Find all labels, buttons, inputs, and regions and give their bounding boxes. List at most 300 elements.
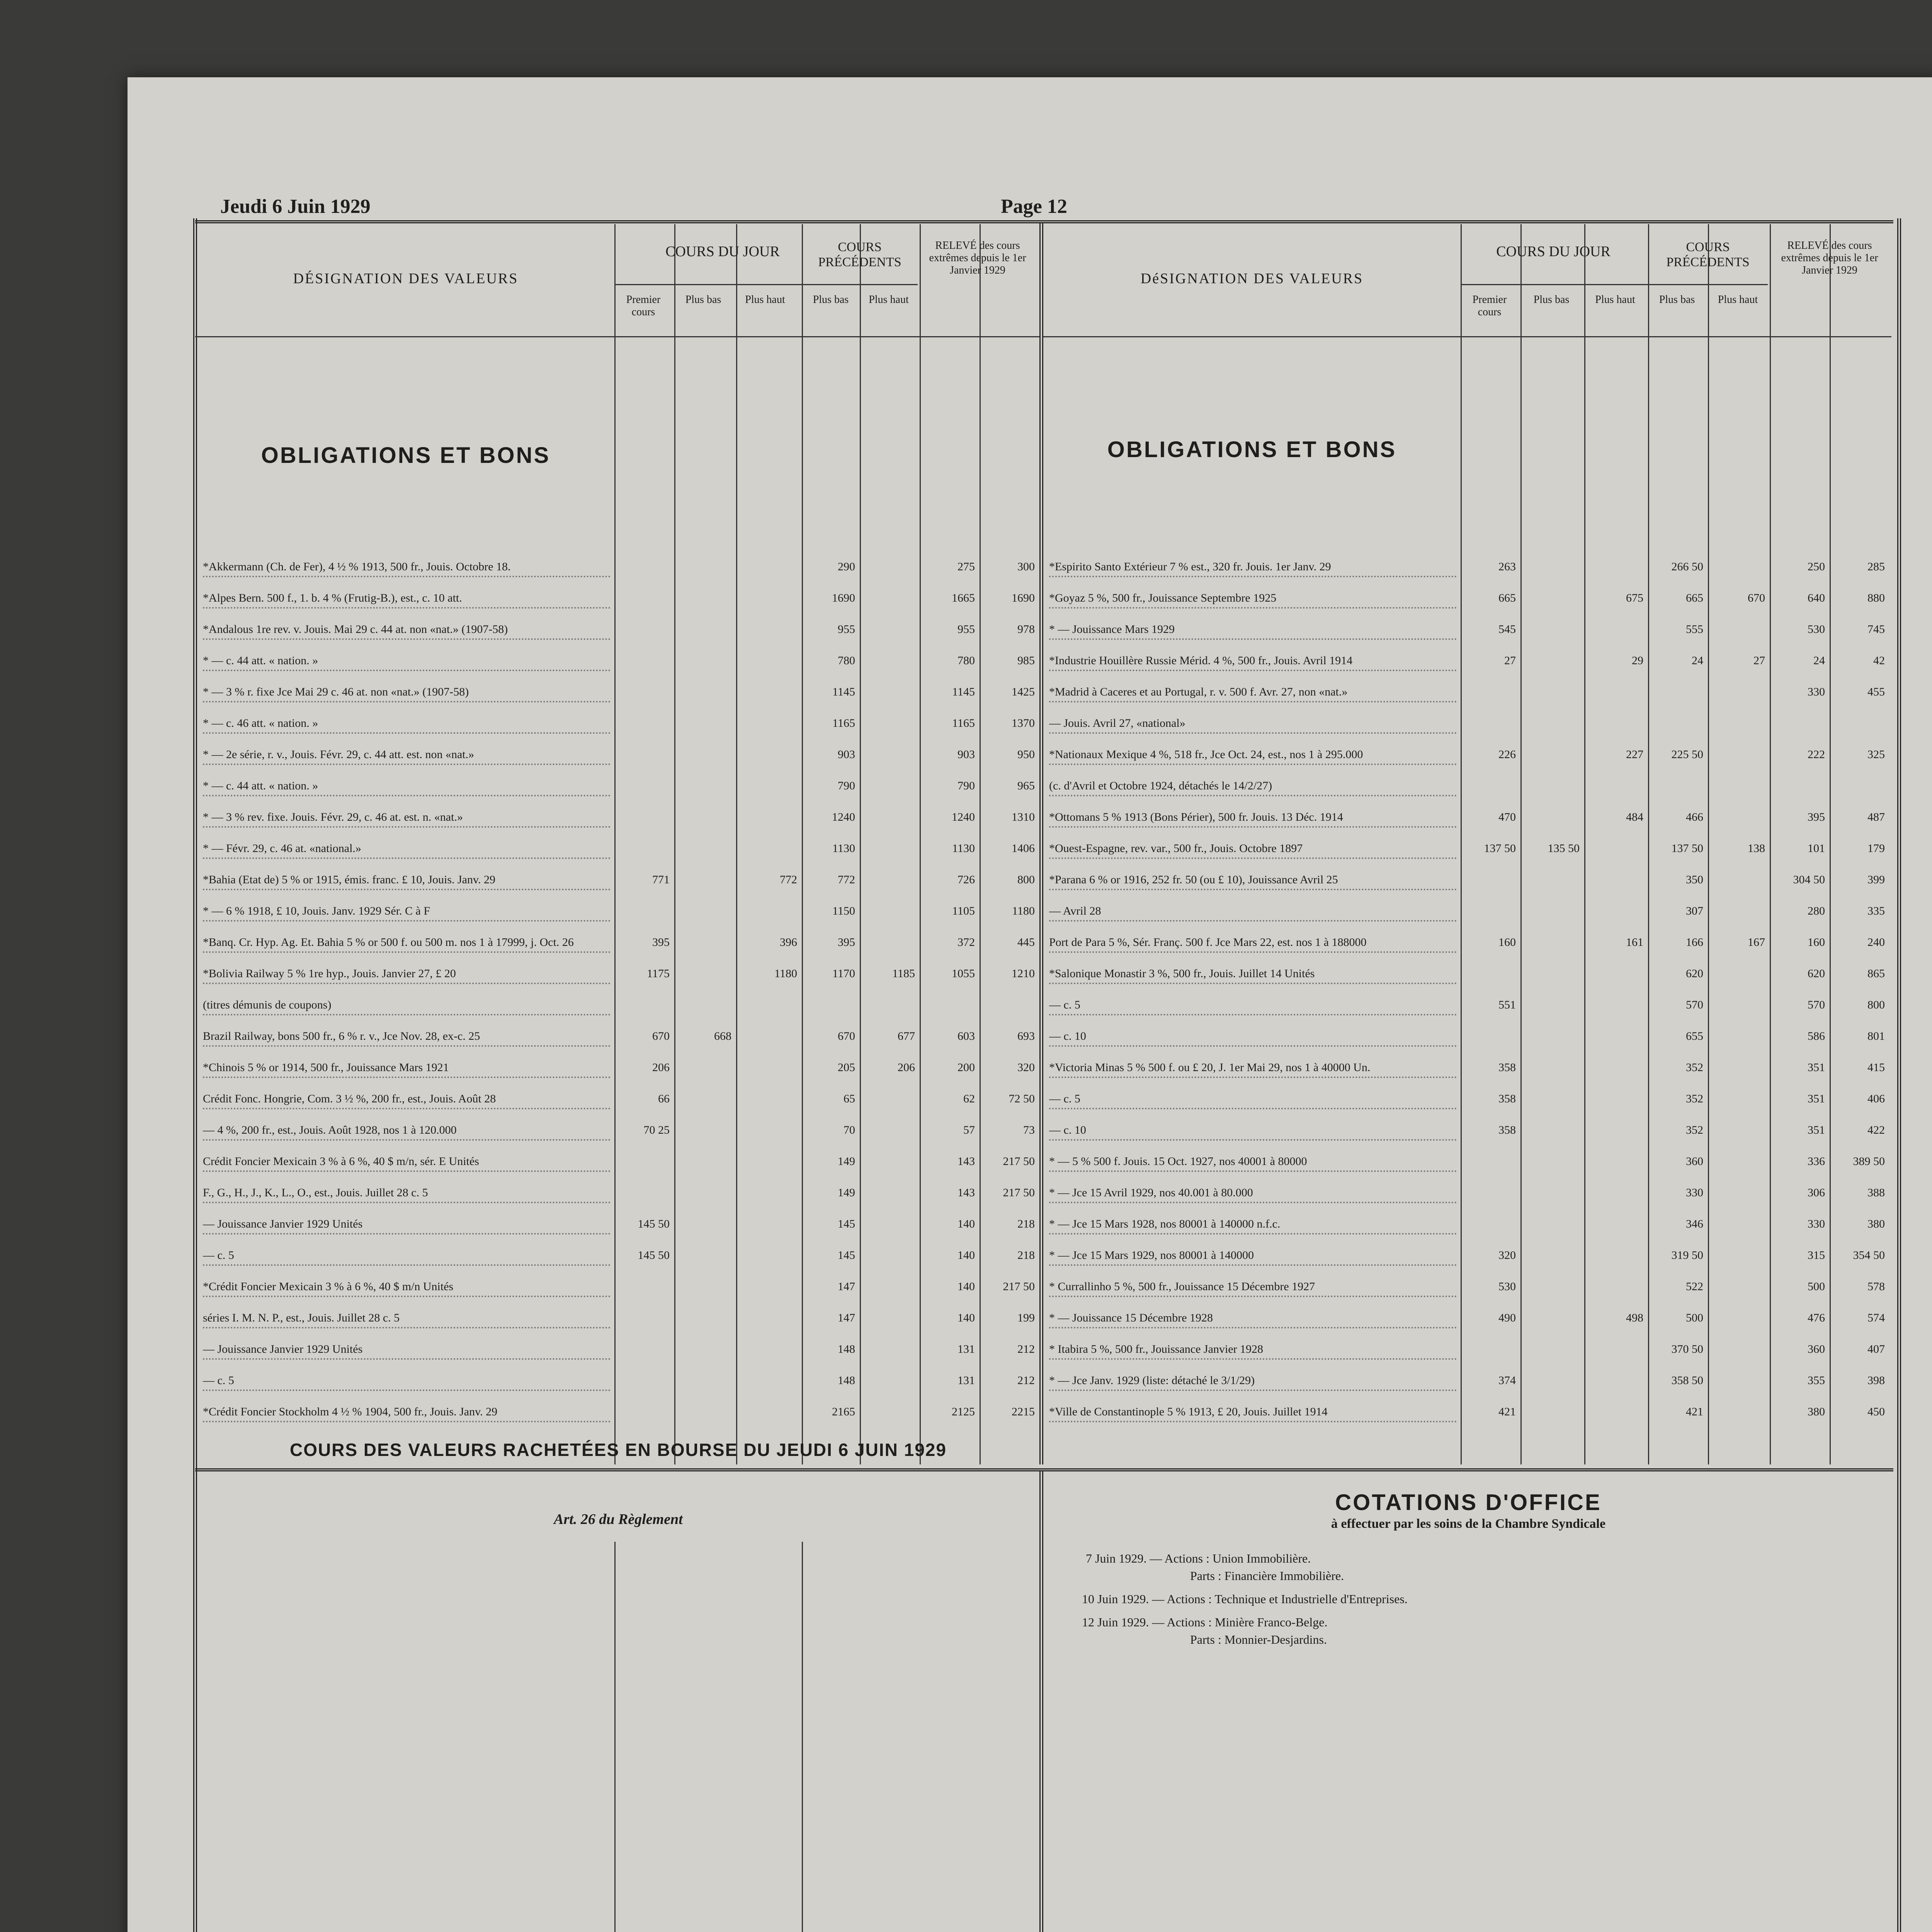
row-value: 790 — [957, 779, 975, 792]
column-rule — [1648, 224, 1649, 1464]
rachetees-subtitle: Art. 26 du Règlement — [554, 1511, 683, 1527]
row-leader — [1049, 1202, 1457, 1203]
row-leader — [203, 670, 611, 671]
row-value: 335 — [1867, 905, 1885, 917]
row-value: 266 50 — [1671, 560, 1703, 573]
row-value: 143 — [957, 1186, 975, 1199]
row-value: 445 — [1017, 936, 1035, 949]
cotation-line: 12 Juin 1929. — Actions : Minière Franco-Belge. — [1082, 1615, 1328, 1629]
row-value: 72 50 — [1009, 1092, 1035, 1105]
row-value: 675 — [1626, 592, 1643, 604]
row-name: *Espirito Santo Extérieur 7 % est., 320 fr. Jouis. 1er Janv. 29 — [1049, 560, 1331, 573]
row-value: 143 — [957, 1155, 975, 1168]
cours-precedents-header: COURS PRÉCÉDENTS — [818, 240, 901, 270]
row-leader — [1049, 670, 1457, 671]
row-value: 421 — [1498, 1405, 1516, 1418]
row-value: 406 — [1867, 1092, 1885, 1105]
row-leader — [203, 638, 611, 640]
row-value: 57 — [963, 1124, 975, 1136]
row-value: 677 — [898, 1030, 915, 1043]
cours-du-jour-header-right: COURS DU JOUR — [1496, 243, 1611, 260]
row-name: — 4 %, 200 fr., est., Jouis. Août 1928, nos 1 à 120.000 — [203, 1124, 457, 1136]
row-value: 225 50 — [1671, 748, 1703, 761]
row-leader — [203, 920, 611, 922]
row-leader — [1049, 1327, 1457, 1328]
row-value: 1145 — [832, 685, 855, 698]
row-leader — [1049, 764, 1457, 765]
row-value: 640 — [1808, 592, 1825, 604]
row-leader — [1049, 607, 1457, 609]
row-value: 2165 — [832, 1405, 855, 1418]
row-value: 498 — [1626, 1311, 1643, 1324]
column-rule — [674, 224, 675, 1464]
row-leader — [203, 1014, 611, 1015]
row-leader — [203, 1108, 611, 1109]
row-value: 780 — [957, 654, 975, 667]
row-value: 275 — [957, 560, 975, 573]
row-name: *Madrid à Caceres et au Portugal, r. v. 500 f. Avr. 27, non «nat.» — [1049, 685, 1348, 698]
row-value: 358 50 — [1671, 1374, 1703, 1387]
row-leader — [1049, 889, 1457, 890]
row-value: 771 — [652, 873, 670, 886]
row-value: 27 — [1504, 654, 1516, 667]
cotations-title: COTATIONS D'OFFICE — [1335, 1490, 1602, 1515]
row-value: 484 — [1626, 811, 1643, 823]
row-value: 226 — [1498, 748, 1516, 761]
plus-bas-header: Plus bas — [685, 294, 721, 306]
row-name: * — 2e série, r. v., Jouis. Févr. 29, c. 44 att. est. non «nat.» — [203, 748, 474, 761]
row-leader — [1049, 795, 1457, 796]
row-value: 1240 — [952, 811, 975, 823]
row-value: 307 — [1686, 905, 1703, 917]
row-name: *Victoria Minas 5 % 500 f. ou £ 20, J. 1er Mai 29, nos 1 à 40000 Un. — [1049, 1061, 1371, 1074]
row-value: 131 — [957, 1343, 975, 1355]
row-value: 336 — [1808, 1155, 1825, 1168]
row-value: 1055 — [952, 967, 975, 980]
row-value: 240 — [1867, 936, 1885, 949]
row-value: 522 — [1686, 1280, 1703, 1293]
row-name: — c. 10 — [1049, 1030, 1086, 1043]
row-name: * — Févr. 29, c. 46 at. «national.» — [203, 842, 361, 855]
row-name: * — Jouissance 15 Décembre 1928 — [1049, 1311, 1213, 1324]
row-value: 137 50 — [1671, 842, 1703, 855]
row-value: 500 — [1808, 1280, 1825, 1293]
row-value: 422 — [1867, 1124, 1885, 1136]
row-value: 372 — [957, 936, 975, 949]
row-leader — [1049, 1421, 1457, 1422]
row-value: 1145 — [952, 685, 975, 698]
row-value: 1170 — [832, 967, 855, 980]
row-name: — c. 5 — [203, 1249, 234, 1262]
row-leader — [203, 1202, 611, 1203]
row-value: 1406 — [1012, 842, 1035, 855]
row-name: *Parana 6 % or 1916, 252 fr. 50 (ou £ 10), Jouissance Avril 25 — [1049, 873, 1338, 886]
row-value: 1165 — [952, 717, 975, 730]
prec-plus-haut-header-right: Plus haut — [1718, 294, 1758, 306]
row-value: 395 — [1808, 811, 1825, 823]
row-value: 161 — [1626, 936, 1643, 949]
row-value: 955 — [957, 623, 975, 636]
row-value: 466 — [1686, 811, 1703, 823]
row-value: 160 — [1808, 936, 1825, 949]
row-name: * — Jce 15 Mars 1928, nos 80001 à 140000 n.f.c. — [1049, 1218, 1281, 1230]
row-value: 772 — [838, 873, 855, 886]
row-value: 358 — [1498, 1092, 1516, 1105]
row-value: 978 — [1017, 623, 1035, 636]
cotation-line: 7 Juin 1929. — Actions : Union Immobilière. — [1086, 1551, 1311, 1565]
row-name: * — 3 % rev. fixe. Jouis. Févr. 29, c. 46 at. est. n. «nat.» — [203, 811, 463, 823]
row-value: 374 — [1498, 1374, 1516, 1387]
row-leader — [203, 1077, 611, 1078]
row-name: * Currallinho 5 %, 500 fr., Jouissance 15 Décembre 1927 — [1049, 1280, 1315, 1293]
row-name: *Alpes Bern. 500 f., 1. b. 4 % (Frutig-B.), est., c. 10 att. — [203, 592, 462, 604]
row-leader — [203, 764, 611, 765]
row-name: Port de Para 5 %, Sér. Franç. 500 f. Jce Mars 22, est. nos 1 à 188000 — [1049, 936, 1367, 949]
row-value: 101 — [1808, 842, 1825, 855]
row-value: 280 — [1808, 905, 1825, 917]
row-value: 358 — [1498, 1061, 1516, 1074]
row-value: 903 — [838, 748, 855, 761]
row-name: *Nationaux Mexique 4 %, 518 fr., Jce Oct. 24, est., nos 1 à 295.000 — [1049, 748, 1363, 761]
row-leader — [203, 826, 611, 828]
row-value: 217 50 — [1003, 1280, 1035, 1293]
row-value: 222 — [1808, 748, 1825, 761]
row-name: Crédit Fonc. Hongrie, Com. 3 ½ %, 200 fr., est., Jouis. Août 28 — [203, 1092, 496, 1105]
designation-header: DÉSIGNATION DES VALEURS — [293, 270, 519, 287]
row-value: 145 50 — [638, 1249, 670, 1262]
row-name: *Goyaz 5 %, 500 fr., Jouissance Septembre 1925 — [1049, 592, 1277, 604]
row-value: 693 — [1017, 1030, 1035, 1043]
row-name: — c. 10 — [1049, 1124, 1086, 1136]
row-leader — [203, 1139, 611, 1141]
row-value: 395 — [652, 936, 670, 949]
row-value: 149 — [838, 1186, 855, 1199]
row-value: 578 — [1867, 1280, 1885, 1293]
row-name: *Ottomans 5 % 1913 (Bons Périer), 500 fr. Jouis. 13 Déc. 1914 — [1049, 811, 1343, 823]
row-value: 389 50 — [1853, 1155, 1885, 1168]
row-value: 903 — [957, 748, 975, 761]
row-value: 145 50 — [638, 1218, 670, 1230]
row-leader — [1049, 920, 1457, 922]
row-name: (titres démunis de coupons) — [203, 998, 332, 1011]
row-leader — [203, 1421, 611, 1422]
row-value: 500 — [1686, 1311, 1703, 1324]
row-value: 137 50 — [1484, 842, 1516, 855]
row-value: 772 — [780, 873, 797, 886]
row-value: 1130 — [952, 842, 975, 855]
row-name: *Ville de Constantinople 5 % 1913, £ 20, Jouis. Juillet 1914 — [1049, 1405, 1328, 1418]
middle-divider — [1039, 1470, 1043, 1932]
rachetees-col-2 — [802, 1542, 803, 1932]
row-value: 745 — [1867, 623, 1885, 636]
row-leader — [1049, 1045, 1457, 1047]
column-rule — [920, 224, 921, 1464]
premier-cours-header: Premier cours — [626, 294, 661, 318]
row-value: 140 — [957, 1280, 975, 1293]
row-value: 1180 — [774, 967, 797, 980]
row-value: 263 — [1498, 560, 1516, 573]
header-bottom-rule — [195, 336, 1039, 337]
cotation-line: Parts : Financière Immobilière. — [1190, 1569, 1344, 1583]
row-leader — [203, 607, 611, 609]
row-name: * — c. 46 att. « nation. » — [203, 717, 318, 730]
row-value: 290 — [838, 560, 855, 573]
row-value: 140 — [957, 1249, 975, 1262]
row-value: 380 — [1867, 1218, 1885, 1230]
row-name: *Akkermann (Ch. de Fer), 4 ½ % 1913, 500 fr., Jouis. Octobre 18. — [203, 560, 511, 573]
row-value: 1310 — [1012, 811, 1035, 823]
row-name: — Jouis. Avril 27, «national» — [1049, 717, 1185, 730]
row-leader — [1049, 1264, 1457, 1266]
row-value: 800 — [1017, 873, 1035, 886]
row-leader — [203, 983, 611, 984]
row-value: 351 — [1808, 1061, 1825, 1074]
row-value: 880 — [1867, 592, 1885, 604]
row-name: — c. 5 — [1049, 1092, 1080, 1105]
row-value: 330 — [1686, 1186, 1703, 1199]
row-value: 167 — [1748, 936, 1765, 949]
plus-haut-header: Plus haut — [745, 294, 785, 306]
row-leader — [203, 1358, 611, 1360]
top-rule — [195, 220, 1893, 223]
row-value: 29 — [1632, 654, 1643, 667]
row-leader — [1049, 732, 1457, 734]
row-value: 570 — [1808, 998, 1825, 1011]
row-leader — [1049, 983, 1457, 984]
row-value: 1665 — [952, 592, 975, 604]
row-value: 670 — [838, 1030, 855, 1043]
row-value: 1185 — [892, 967, 915, 980]
row-value: 212 — [1017, 1343, 1035, 1355]
row-value: 985 — [1017, 654, 1035, 667]
row-value: 655 — [1686, 1030, 1703, 1043]
row-value: 801 — [1867, 1030, 1885, 1043]
row-value: 620 — [1808, 967, 1825, 980]
row-value: 487 — [1867, 811, 1885, 823]
row-name: * — Jce 15 Mars 1929, nos 80001 à 140000 — [1049, 1249, 1254, 1262]
row-value: 352 — [1686, 1061, 1703, 1074]
row-leader — [1049, 951, 1457, 953]
row-value: 950 — [1017, 748, 1035, 761]
row-value: 140 — [957, 1218, 975, 1230]
row-name: *Bolivia Railway 5 % 1re hyp., Jouis. Janvier 27, £ 20 — [203, 967, 456, 980]
row-name: * — 6 % 1918, £ 10, Jouis. Janv. 1929 Sér. C à F — [203, 905, 430, 917]
left-section-title: OBLIGATIONS ET BONS — [261, 443, 551, 468]
row-value: 570 — [1686, 998, 1703, 1011]
row-value: 358 — [1498, 1124, 1516, 1136]
right-section-title: OBLIGATIONS ET BONS — [1107, 437, 1397, 462]
row-value: 27 — [1753, 654, 1765, 667]
row-value: 1690 — [832, 592, 855, 604]
row-value: 965 — [1017, 779, 1035, 792]
row-value: 206 — [898, 1061, 915, 1074]
column-rule — [1830, 224, 1831, 1464]
row-leader — [1049, 1077, 1457, 1078]
row-name: *Bahia (Etat de) 5 % or 1915, émis. franc. £ 10, Jouis. Janv. 29 — [203, 873, 496, 886]
row-leader — [1049, 857, 1457, 859]
prec-plus-haut-header: Plus haut — [869, 294, 909, 306]
row-value: 304 50 — [1793, 873, 1825, 886]
column-rule — [1520, 224, 1522, 1464]
row-value: 450 — [1867, 1405, 1885, 1418]
row-value: 160 — [1498, 936, 1516, 949]
row-value: 66 — [658, 1092, 670, 1105]
row-value: 665 — [1498, 592, 1516, 604]
subheader-rule — [1461, 284, 1768, 285]
subheader-rule — [614, 284, 918, 285]
row-value: 1150 — [832, 905, 855, 917]
middle-rule — [195, 1468, 1893, 1471]
row-leader — [203, 1233, 611, 1235]
row-value: 212 — [1017, 1374, 1035, 1387]
column-rule — [802, 224, 803, 1464]
row-value: 218 — [1017, 1218, 1035, 1230]
row-leader — [203, 732, 611, 734]
row-value: 530 — [1808, 623, 1825, 636]
row-value: 145 — [838, 1218, 855, 1230]
row-leader — [203, 889, 611, 890]
row-name: *Crédit Foncier Stockholm 4 ½ % 1904, 500 fr., Jouis. Janv. 29 — [203, 1405, 498, 1418]
row-value: 1130 — [832, 842, 855, 855]
row-value: 670 — [652, 1030, 670, 1043]
column-rule — [980, 224, 981, 1464]
row-leader — [1049, 1358, 1457, 1360]
row-value: 319 50 — [1671, 1249, 1703, 1262]
row-value: 2215 — [1012, 1405, 1035, 1418]
row-value: 148 — [838, 1343, 855, 1355]
row-value: 140 — [957, 1311, 975, 1324]
row-name: — Jouissance Janvier 1929 Unités — [203, 1218, 363, 1230]
column-rule — [1584, 224, 1585, 1464]
row-leader — [203, 1264, 611, 1266]
page-date: Jeudi 6 Juin 1929 — [220, 196, 371, 218]
row-value: 726 — [957, 873, 975, 886]
row-value: 396 — [780, 936, 797, 949]
row-value: 1370 — [1012, 717, 1035, 730]
row-value: 620 — [1686, 967, 1703, 980]
row-value: 166 — [1686, 936, 1703, 949]
row-value: 42 — [1873, 654, 1885, 667]
row-name: * Itabira 5 %, 500 fr., Jouissance Janvier 1928 — [1049, 1343, 1264, 1355]
row-name: séries I. M. N. P., est., Jouis. Juillet 28 c. 5 — [203, 1311, 400, 1324]
row-value: 370 50 — [1671, 1343, 1703, 1355]
row-value: 603 — [957, 1030, 975, 1043]
designation-header-right: DéSIGNATION DES VALEURS — [1140, 270, 1364, 287]
row-value: 490 — [1498, 1311, 1516, 1324]
row-value: 455 — [1867, 685, 1885, 698]
row-value: 217 50 — [1003, 1155, 1035, 1168]
row-name: Brazil Railway, bons 500 fr., 6 % r. v., Jce Nov. 28, ex-c. 25 — [203, 1030, 480, 1043]
rachetees-col-1 — [614, 1542, 616, 1932]
row-value: 330 — [1808, 685, 1825, 698]
row-name: *Andalous 1re rev. v. Jouis. Mai 29 c. 44 at. non «nat.» (1907-58) — [203, 623, 508, 636]
row-value: 476 — [1808, 1311, 1825, 1324]
row-name: *Ouest-Espagne, rev. var., 500 fr., Jouis. Octobre 1897 — [1049, 842, 1303, 855]
row-leader — [203, 701, 611, 702]
rachetees-title: COURS DES VALEURS RACHETÉES EN BOURSE DU JEUDI 6 JUIN 1929 — [290, 1440, 947, 1460]
page-number: Page 12 — [1001, 196, 1067, 218]
row-value: 555 — [1686, 623, 1703, 636]
row-value: 470 — [1498, 811, 1516, 823]
row-value: 380 — [1808, 1405, 1825, 1418]
row-value: 147 — [838, 1311, 855, 1324]
row-value: 1180 — [1012, 905, 1035, 917]
header-bottom-rule — [1043, 336, 1891, 337]
column-rule — [1461, 224, 1462, 1464]
premier-cours-header-right: Premier cours — [1472, 294, 1507, 318]
row-value: 206 — [652, 1061, 670, 1074]
row-value: 1165 — [832, 717, 855, 730]
row-value: 352 — [1686, 1092, 1703, 1105]
row-leader — [203, 795, 611, 796]
row-value: 352 — [1686, 1124, 1703, 1136]
row-value: 668 — [714, 1030, 731, 1043]
row-value: 780 — [838, 654, 855, 667]
row-value: 1690 — [1012, 592, 1035, 604]
plus-bas-header-right: Plus bas — [1533, 294, 1570, 306]
row-value: 70 25 — [643, 1124, 670, 1136]
column-rule — [860, 224, 861, 1464]
row-name: *Salonique Monastir 3 %, 500 fr., Jouis. Juillet 14 Unités — [1049, 967, 1315, 980]
column-rule — [614, 224, 616, 1464]
row-value: 1210 — [1012, 967, 1035, 980]
row-name: (c. d'Avril et Octobre 1924, détachés le 14/2/27) — [1049, 779, 1272, 792]
row-value: 388 — [1867, 1186, 1885, 1199]
row-value: 24 — [1813, 654, 1825, 667]
cotations-subtitle: à effectuer par les soins de la Chambre Syndicale — [1331, 1517, 1606, 1531]
row-leader — [1049, 1014, 1457, 1015]
row-leader — [1049, 701, 1457, 702]
row-name: * — Jce 15 Avril 1929, nos 40.001 à 80.000 — [1049, 1186, 1253, 1199]
row-value: 62 — [963, 1092, 975, 1105]
row-value: 24 — [1692, 654, 1703, 667]
row-leader — [1049, 638, 1457, 640]
row-name: *Chinois 5 % or 1914, 500 fr., Jouissance Mars 1921 — [203, 1061, 449, 1074]
row-value: 800 — [1867, 998, 1885, 1011]
row-leader — [1049, 1108, 1457, 1109]
row-value: 355 — [1808, 1374, 1825, 1387]
row-value: 179 — [1867, 842, 1885, 855]
row-value: 415 — [1867, 1061, 1885, 1074]
row-name: * — 5 % 500 f. Jouis. 15 Oct. 1927, nos 40001 à 80000 — [1049, 1155, 1307, 1168]
row-value: 865 — [1867, 967, 1885, 980]
row-value: 551 — [1498, 998, 1516, 1011]
row-name: *Banq. Cr. Hyp. Ag. Et. Bahia 5 % or 500 f. ou 500 m. nos 1 à 17999, j. Oct. 26 — [203, 936, 574, 949]
cours-precedents-header-right: COURS PRÉCÉDENTS — [1666, 240, 1750, 270]
row-value: 530 — [1498, 1280, 1516, 1293]
row-value: 1425 — [1012, 685, 1035, 698]
row-leader — [1049, 1296, 1457, 1297]
row-value: 199 — [1017, 1311, 1035, 1324]
row-value: 250 — [1808, 560, 1825, 573]
row-leader — [203, 1389, 611, 1391]
row-name: — Avril 28 — [1049, 905, 1101, 917]
row-value: 398 — [1867, 1374, 1885, 1387]
row-value: 351 — [1808, 1124, 1825, 1136]
row-value: 790 — [838, 779, 855, 792]
row-name: * — Jce Janv. 1929 (liste: détaché le 3/1/29) — [1049, 1374, 1255, 1387]
row-value: 315 — [1808, 1249, 1825, 1262]
cotation-line: Parts : Monnier-Desjardins. — [1190, 1633, 1327, 1646]
row-value: 73 — [1023, 1124, 1035, 1136]
column-rule — [736, 224, 737, 1464]
cotation-line: 10 Juin 1929. — Actions : Technique et Industrielle d'Entreprises. — [1082, 1592, 1408, 1606]
row-name: Crédit Foncier Mexicain 3 % à 6 %, 40 $ m/n, sér. E Unités — [203, 1155, 479, 1168]
releve-header-right: RELEVÉ des cours extrêmes depuis le 1er Janvier 1929 — [1781, 240, 1878, 277]
row-value: 407 — [1867, 1343, 1885, 1355]
row-leader — [1049, 1170, 1457, 1172]
row-name: F., G., H., J., K., L., O., est., Jouis. Juillet 28 c. 5 — [203, 1186, 428, 1199]
